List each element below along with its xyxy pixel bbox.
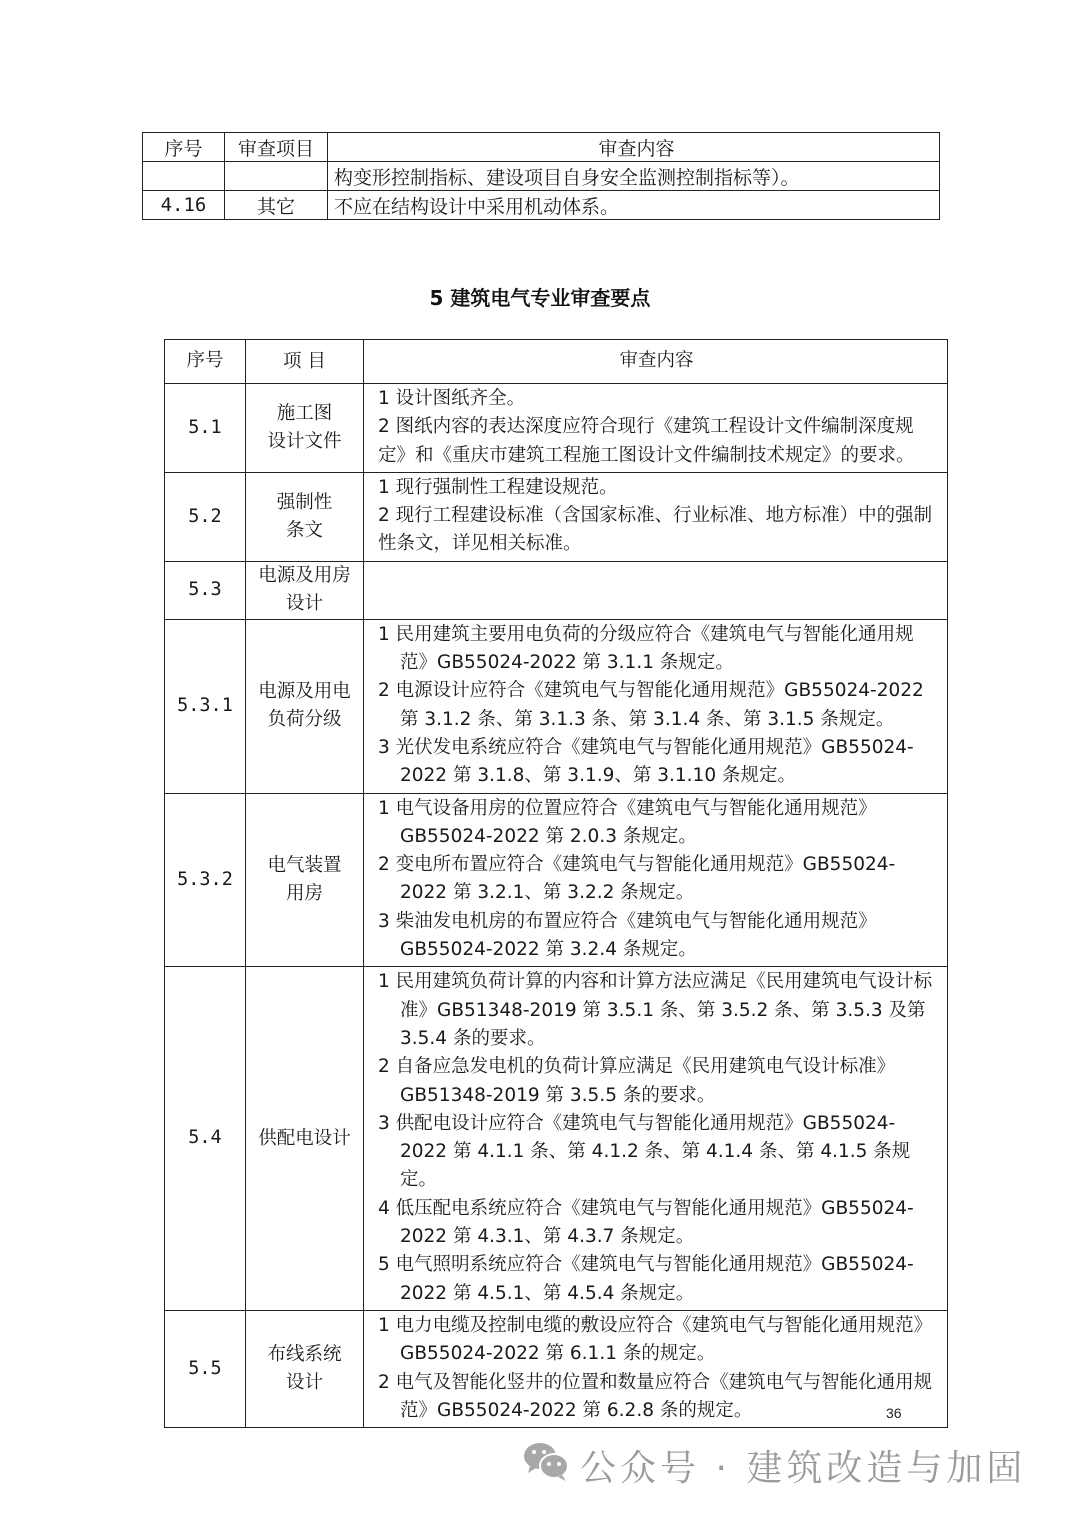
row-item: 电源及用房 设计 <box>246 561 364 619</box>
content-item: 3 供配电设计应符合《建筑电气与智能化通用规范》GB55024-2022 第 4.1.1 条、第 4.1.2 条、第 4.1.4 条、第 4.1.5 条规定。 <box>378 1112 911 1191</box>
page-number: 36 <box>886 1405 902 1421</box>
content-item: 2 自备应急发电机的负荷计算应满足《民用建筑电气设计标准》GB51348-2019 第 3.5.5 条的要求。 <box>378 1056 896 1106</box>
row-content <box>364 793 948 967</box>
row-no: 4.16 <box>143 191 225 220</box>
electrical-review-table <box>164 339 948 1428</box>
row-no: 5.1 <box>165 384 246 473</box>
content-item: 1 现行强制性工程建设规范。 <box>378 476 618 498</box>
header-content: 审查内容 <box>328 133 940 162</box>
content-item: 2 电源设计应符合《建筑电气与智能化通用规范》GB55024-2022 第 3.1.2 条、第 3.1.3 条、第 3.1.4 条、第 3.1.5 条规定。 <box>378 680 924 730</box>
row-item: 电源及用电 负荷分级 <box>246 619 364 793</box>
header-no: 序号 <box>143 133 225 162</box>
row-content <box>364 619 948 793</box>
content-item: 3 光伏发电系统应符合《建筑电气与智能化通用规范》GB55024-2022 第 3.1.8、第 3.1.9、第 3.1.10 条规定。 <box>378 736 914 787</box>
watermark-text: 公众号 · 建筑改造与加固 <box>580 1448 1027 1489</box>
watermark <box>522 1440 1026 1491</box>
table-row <box>165 472 948 561</box>
content-item: 3 柴油发电机房的布置应符合《建筑电气与智能化通用规范》GB55024-2022 第 3.2.4 条规定。 <box>378 910 877 961</box>
table-row <box>165 561 948 619</box>
header-item: 审查项目 <box>225 133 328 162</box>
row-no <box>143 162 225 191</box>
row-item: 强制性 条文 <box>246 472 364 561</box>
content-item: 2 图纸内容的表达深度应符合现行《建筑工程设计文件编制深度规定》和《重庆市建筑工程施工图设计文件编制技术规定》的要求。 <box>378 416 915 466</box>
content-item: 1 电力电缆及控制电缆的敷设应符合《建筑电气与智能化通用规范》GB55024-2022 第 6.1.1 条的规定。 <box>378 1314 933 1365</box>
row-item <box>225 162 328 191</box>
row-content <box>364 472 948 561</box>
row-content <box>364 967 948 1311</box>
header-content: 审查内容 <box>364 340 948 384</box>
row-content <box>364 384 948 473</box>
row-no: 5.3 <box>165 561 246 619</box>
row-content: 不应在结构设计中采用机动体系。 <box>328 191 940 220</box>
content-item: 2 电气及智能化竖井的位置和数量应符合《建筑电气与智能化通用规范》GB55024-2022 第 6.2.8 条的规定。 <box>378 1371 933 1421</box>
content-item: 1 电气设备用房的位置应符合《建筑电气与智能化通用规范》GB55024-2022 第 2.0.3 条规定。 <box>378 797 877 847</box>
row-item: 电气装置 用房 <box>246 793 364 967</box>
row-content: 构变形控制指标、建设项目自身安全监测控制指标等）。 <box>328 162 940 191</box>
header-item: 项 目 <box>246 340 364 384</box>
content-item: 4 低压配电系统应符合《建筑电气与智能化通用规范》GB55024-2022 第 4.3.1、第 4.3.7 条规定。 <box>378 1197 914 1248</box>
row-no: 5.3.2 <box>165 793 246 967</box>
row-item: 施工图 设计文件 <box>246 384 364 473</box>
content-item: 1 民用建筑主要用电负荷的分级应符合《建筑电气与智能化通用规范》GB55024-2022 第 3.1.1 条规定。 <box>378 623 914 674</box>
section-title: 5 建筑电气专业审查要点 <box>429 286 651 310</box>
table-row <box>143 191 940 220</box>
row-content <box>364 561 948 619</box>
content-item: 1 设计图纸齐全。 <box>378 388 526 409</box>
table-row <box>143 162 940 191</box>
review-table-continued <box>142 132 940 220</box>
content-item: 1 民用建筑负荷计算的内容和计算方法应满足《民用建筑电气设计标准》GB51348-2019 第 3.5.1 条、第 3.5.2 条、第 3.5.3 及第 3.5.4 条的要求。 <box>378 971 933 1049</box>
row-no: 5.4 <box>165 967 246 1311</box>
wechat-icon <box>522 1440 572 1491</box>
header-no: 序号 <box>165 340 246 384</box>
row-item: 其它 <box>225 191 328 220</box>
row-no: 5.5 <box>165 1310 246 1427</box>
content-item: 2 变电所布置应符合《建筑电气与智能化通用规范》GB55024-2022 第 3.2.1、第 3.2.2 条规定。 <box>378 854 896 904</box>
row-item: 供配电设计 <box>246 967 364 1311</box>
row-item: 布线系统 设计 <box>246 1310 364 1427</box>
content-item: 5 电气照明系统应符合《建筑电气与智能化通用规范》GB55024-2022 第 4.5.1、第 4.5.4 条规定。 <box>378 1254 914 1304</box>
table-row <box>165 619 948 793</box>
table-row <box>165 793 948 967</box>
row-no: 5.2 <box>165 472 246 561</box>
row-content <box>364 1310 948 1427</box>
table-row <box>165 1310 948 1427</box>
content-item: 2 现行工程建设标准（含国家标准、行业标准、地方标准）中的强制性条文，详见相关标准。 <box>378 505 933 555</box>
table-row <box>165 967 948 1311</box>
table-row <box>165 384 948 473</box>
row-no: 5.3.1 <box>165 619 246 793</box>
